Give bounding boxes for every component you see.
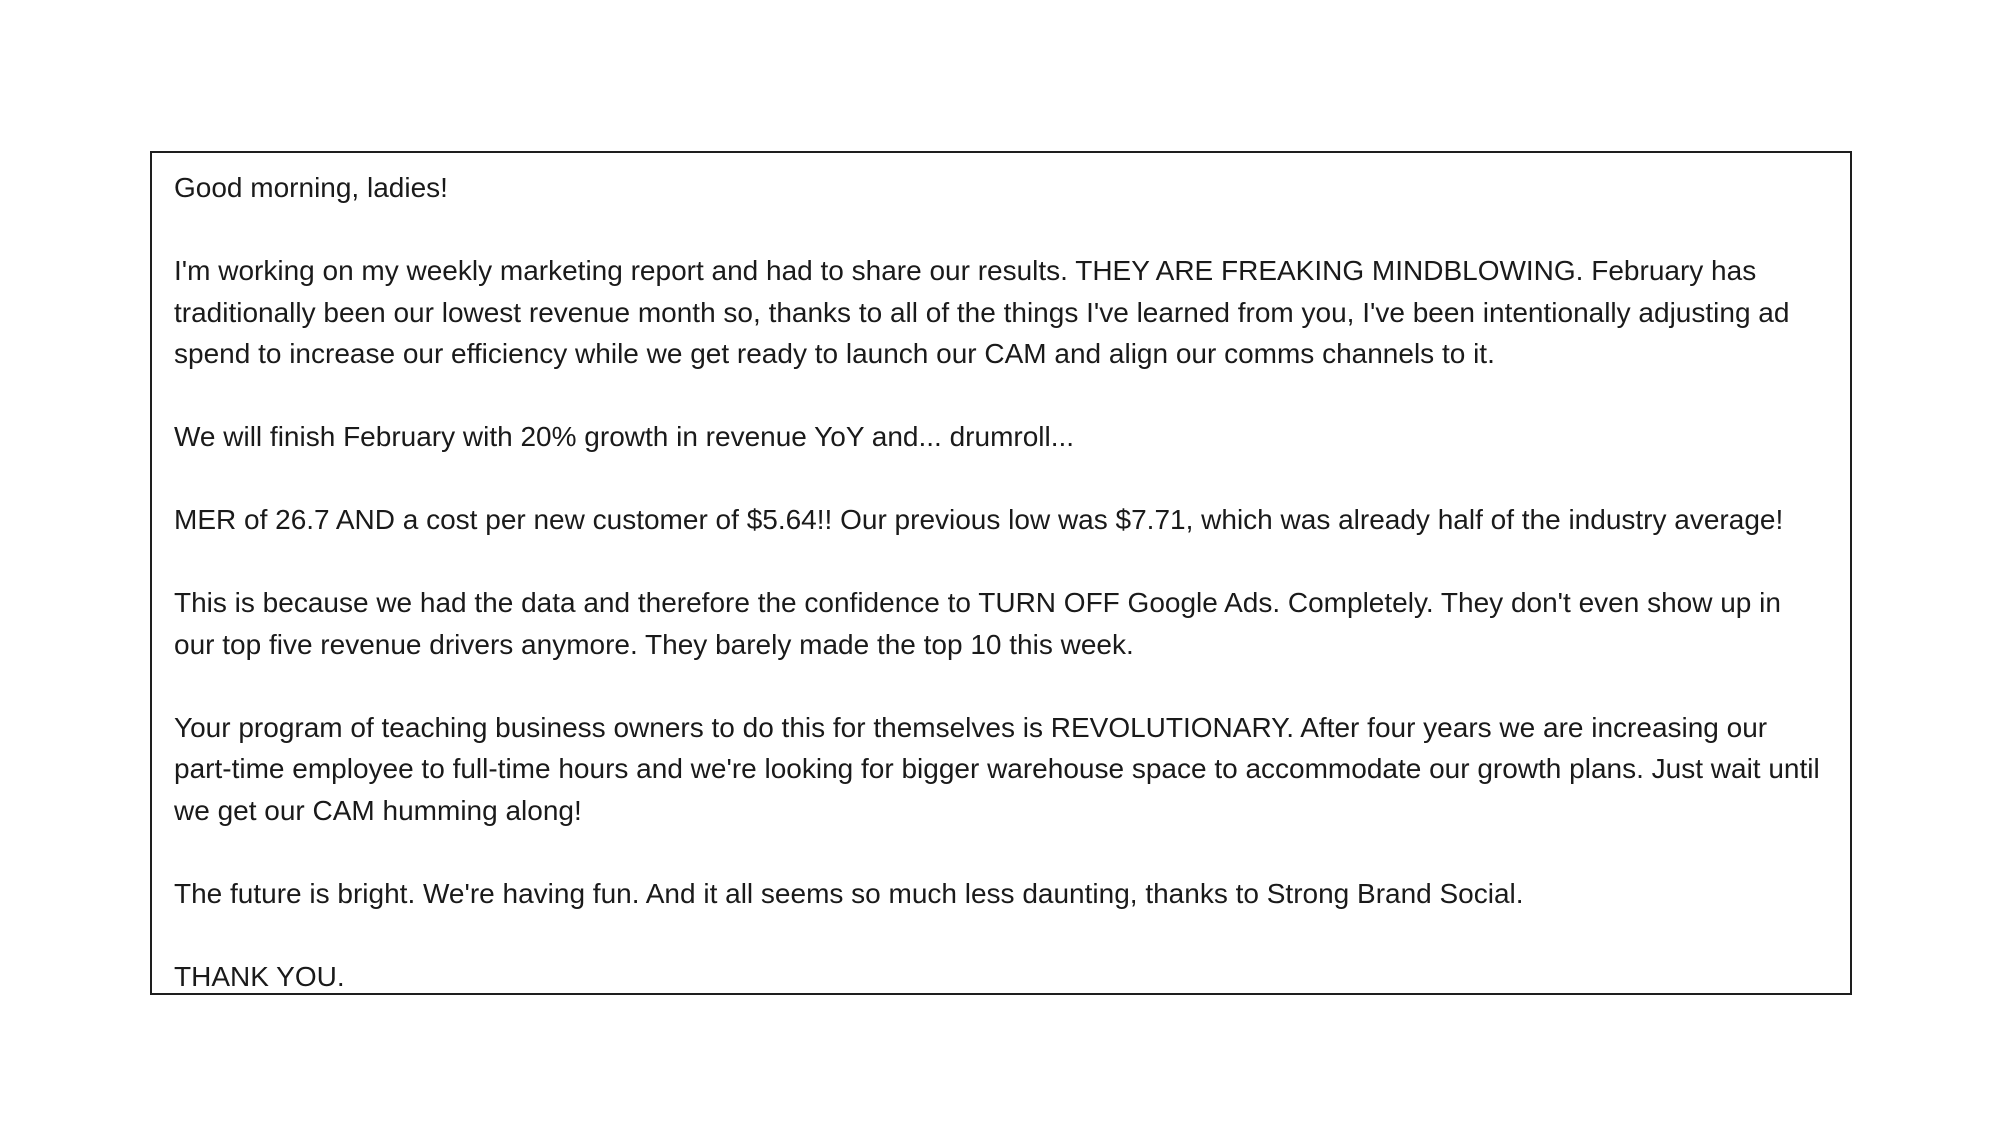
closing-line: THANK YOU. — [174, 960, 345, 992]
paragraph-growth: We will finish February with 20% growth in revenue YoY and... drumroll... — [174, 421, 1075, 452]
paragraph-results: I'm working on my weekly marketing report and had to share our results. THEY ARE FREAKING MINDBLOWING. February has traditionally been our lowest revenue month so, thanks to all of the things I've learned from you, I've been intentionally adjusting ad spend to increase our efficiency while we get ready to launch our CAM and align our comms channels to it. — [174, 255, 1790, 369]
paragraph-metrics: MER of 26.7 AND a cost per new customer of $5.64!! Our previous low was $7.71, which was already half of the industry average! — [174, 504, 1784, 535]
greeting-line: Good morning, ladies! — [174, 172, 448, 203]
paragraph-google-ads: This is because we had the data and therefore the confidence to TURN OFF Google Ads. Completely. They don't even show up in our top five revenue drivers anymore. They barely made the top 10 this week. — [174, 587, 1781, 660]
paragraph-future: The future is bright. We're having fun. And it all seems so much less daunting, thanks to Strong Brand Social. — [174, 877, 1524, 909]
paragraph-program: Your program of teaching business owners to do this for themselves is REVOLUTIONARY. After four years we are increasing our part-time employee to full-time hours and we're looking for bigger warehouse space to accommodate our growth plans. Just wait until we get our CAM humming along! — [174, 711, 1820, 826]
testimonial-message-box — [150, 151, 1852, 995]
